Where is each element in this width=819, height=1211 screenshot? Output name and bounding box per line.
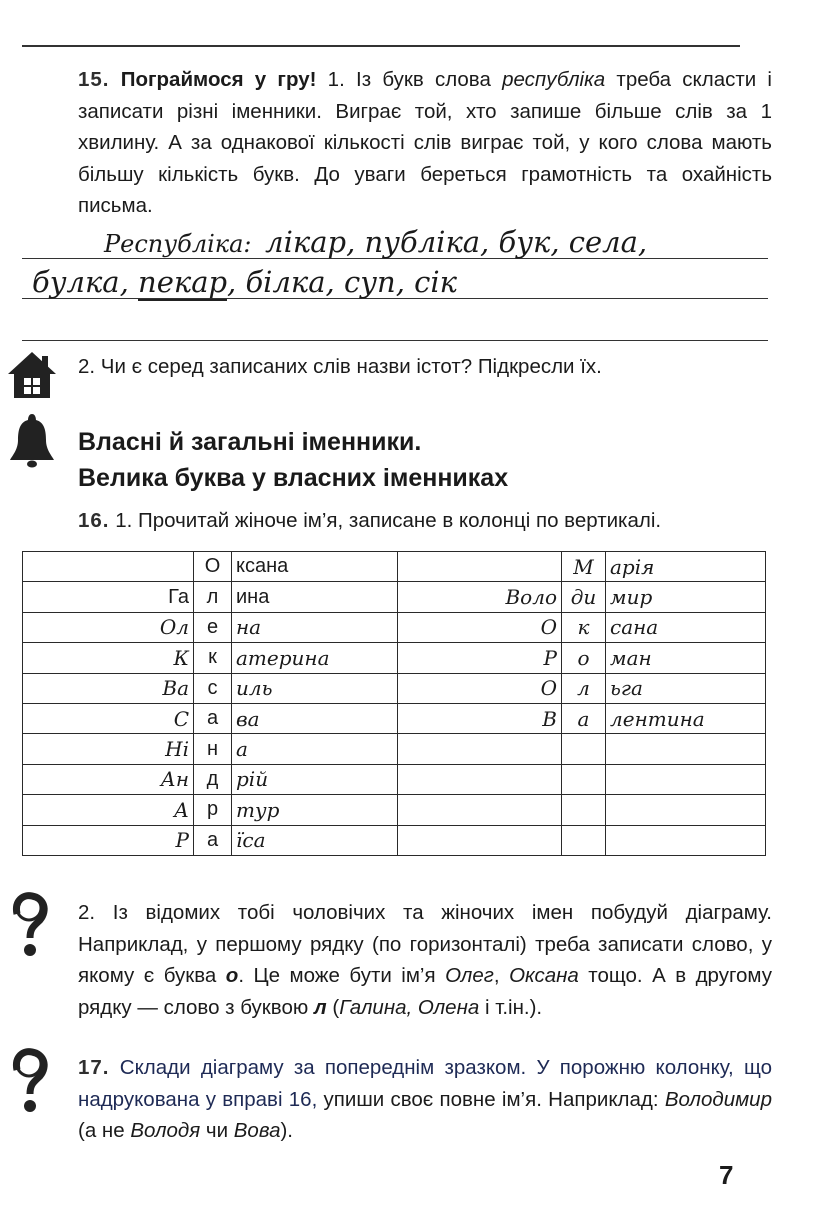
top-rule	[22, 45, 740, 47]
table-row	[23, 582, 766, 612]
table-cell: А	[23, 795, 194, 825]
table-cell: иль	[232, 673, 398, 703]
table-cell	[606, 795, 766, 825]
handwritten-label: Республіка:	[104, 230, 252, 258]
table-cell	[562, 825, 606, 855]
table-cell: е	[194, 612, 232, 642]
table-row	[23, 764, 766, 794]
table-cell: с	[194, 673, 232, 703]
table-row	[23, 795, 766, 825]
table-cell: тур	[232, 795, 398, 825]
text-fragment: 2. Із відомих тобі чоловічих та жіночих імен побудуй діаграму. Наприклад, у першому рядку (по горизонталі) треба записати слово, у якому є буква	[78, 901, 772, 987]
question-mark-icon	[4, 1046, 54, 1116]
table-cell	[606, 764, 766, 794]
underlined-word: пекар	[138, 265, 228, 299]
table-cell: л	[194, 582, 232, 612]
table-cell	[606, 825, 766, 855]
table-cell: л	[562, 673, 606, 703]
table-cell	[562, 734, 606, 764]
table-cell: ва	[232, 703, 398, 733]
italic-name: Володимир	[664, 1087, 772, 1111]
question-mark-icon	[4, 890, 54, 960]
table-cell: сана	[606, 612, 766, 642]
text-fragment: . Це може бути ім’я	[238, 964, 446, 987]
exercise-number: 16.	[78, 509, 110, 532]
name-diagram-table	[22, 551, 766, 856]
text-fragment: тощо. А в другому рядку — слово з буквою	[78, 964, 772, 1019]
section-title-line-1: Власні й загальні іменники.	[78, 428, 422, 456]
table-cell	[398, 795, 562, 825]
table-cell: а	[194, 703, 232, 733]
text-fragment: і т.ін.).	[479, 995, 543, 1019]
exercise-17-text	[78, 1052, 772, 1147]
table-row	[23, 825, 766, 855]
table-cell: а	[232, 734, 398, 764]
table-cell	[398, 734, 562, 764]
table-cell	[562, 795, 606, 825]
home-icon	[6, 350, 58, 400]
emphasis-letter: л	[313, 995, 327, 1019]
table-cell: Р	[23, 825, 194, 855]
table-row	[23, 734, 766, 764]
table-cell: лентина	[606, 703, 766, 733]
italic-name: Олег	[445, 964, 494, 987]
table-cell: ксана	[232, 552, 398, 582]
table-cell: р	[194, 795, 232, 825]
table-cell: В	[398, 703, 562, 733]
text-fragment: ,	[493, 964, 510, 987]
handwritten-answer-line-1	[104, 225, 647, 259]
exercise-number: 17.	[78, 1056, 110, 1079]
table-row	[23, 612, 766, 642]
text-fragment: (а не	[78, 1119, 131, 1142]
handwritten-words: , білка, суп, сік	[227, 265, 457, 299]
table-cell: ман	[606, 643, 766, 673]
exercise-15-task-2	[78, 351, 772, 383]
exercise-16-intro	[78, 505, 772, 537]
table-cell: Ан	[23, 764, 194, 794]
table-cell: їса	[232, 825, 398, 855]
table-cell: ди	[562, 582, 606, 612]
table-cell: рій	[232, 764, 398, 794]
table-cell: С	[23, 703, 194, 733]
task-text: 2. Чи є серед записаних слів назви істот? Підкресли їх.	[78, 355, 602, 378]
emphasis-letter: о	[225, 964, 239, 987]
text-fragment: ).	[280, 1119, 294, 1142]
table-cell: К	[23, 643, 194, 673]
table-cell: д	[194, 764, 232, 794]
handwritten-words: булка,	[32, 265, 139, 299]
italic-name: Галина, Олена	[339, 995, 480, 1019]
table-cell: Га	[23, 582, 194, 612]
exercise-15-text	[78, 64, 772, 222]
table-cell	[23, 552, 194, 582]
exercise-title: Пограймося у гру!	[120, 68, 317, 91]
table-cell: мир	[606, 582, 766, 612]
text-fragment: 1. Із букв слова	[316, 68, 503, 91]
italic-name: Вова	[233, 1119, 281, 1142]
section-title-line-2: Велика буква у власних іменниках	[78, 464, 509, 492]
table-cell	[562, 764, 606, 794]
table-cell: к	[562, 612, 606, 642]
table-cell: о	[562, 643, 606, 673]
table-row	[23, 673, 766, 703]
table-cell: М	[562, 552, 606, 582]
table-cell	[398, 764, 562, 794]
table-cell: О	[398, 673, 562, 703]
table-cell: Ол	[23, 612, 194, 642]
table-cell: к	[194, 643, 232, 673]
table-cell: ьга	[606, 673, 766, 703]
table-cell: О	[398, 612, 562, 642]
page-number: 7	[719, 1160, 734, 1190]
table-cell: атерина	[232, 643, 398, 673]
italic-name: Володя	[130, 1119, 201, 1142]
italic-word: республіка	[502, 68, 606, 91]
text-fragment: (	[326, 995, 340, 1019]
table-cell: Воло	[398, 582, 562, 612]
exercise-16-task-2	[78, 897, 772, 1023]
writing-line	[22, 340, 768, 341]
section-title	[78, 424, 508, 496]
table-cell	[398, 825, 562, 855]
table-cell: О	[194, 552, 232, 582]
table-row	[23, 643, 766, 673]
table-cell: Р	[398, 643, 562, 673]
table-cell: а	[562, 703, 606, 733]
text-fragment: треба скласти і записати різні іменники. Виграє той, хто запише більше слів за 1 хвилину. А за однакової кількості слів виграє той, у кого слова мають більшу кількість букв. До уваги береться грамотність та охайність письма.	[78, 68, 772, 217]
text-fragment: Склади діаграму за попереднім зразком. У порожню колонку, що надрукована у вправі 16,	[78, 1056, 772, 1111]
handwritten-answer-line-2	[32, 265, 457, 299]
table-cell: а	[194, 825, 232, 855]
table-cell	[398, 552, 562, 582]
exercise-number: 15.	[78, 68, 110, 91]
table-cell: арія	[606, 552, 766, 582]
table-cell: Ва	[23, 673, 194, 703]
task-text: 1. Прочитай жіноче ім’я, записане в колонці по вертикалі.	[109, 509, 662, 532]
table-cell: Ні	[23, 734, 194, 764]
table-cell	[606, 734, 766, 764]
handwritten-words: лікар, публіка, бук, села,	[265, 225, 648, 259]
bell-icon	[8, 412, 56, 468]
table-row	[23, 552, 766, 582]
italic-name: Оксана	[509, 964, 579, 987]
text-fragment: упиши своє повне ім’я. Наприклад:	[317, 1087, 665, 1111]
text-fragment: чи	[200, 1119, 234, 1142]
table-cell: н	[194, 734, 232, 764]
table-cell: на	[232, 612, 398, 642]
table-row	[23, 703, 766, 733]
table-cell: ина	[232, 582, 398, 612]
